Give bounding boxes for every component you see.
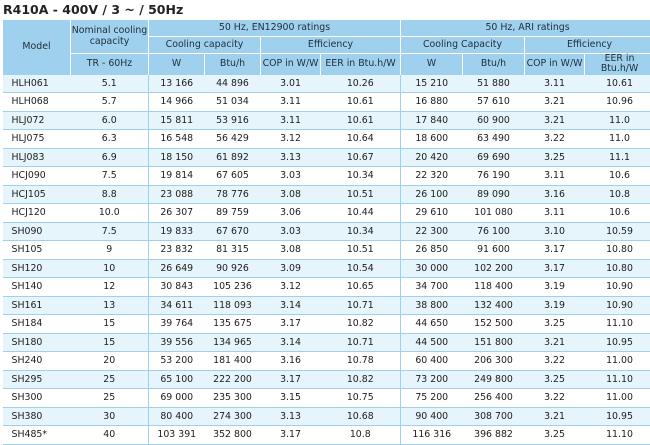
cell-w-en: 16 548 [149, 130, 205, 149]
cell-model: SH380 [3, 407, 71, 426]
cell-btu-ari: 396 882 [463, 426, 525, 445]
header-eer-en: EER in Btu.h/W [321, 54, 401, 75]
cell-model: SH161 [3, 296, 71, 315]
table-row [3, 167, 650, 186]
cell-w-en: 26 307 [149, 204, 205, 223]
cell-w-ari: 15 210 [401, 75, 463, 93]
table-row [3, 407, 650, 426]
cell-w-en: 65 100 [149, 370, 205, 389]
cell-btu-en: 78 776 [205, 185, 261, 204]
header-nominal-capacity: Nominal cooling capacity [71, 20, 149, 54]
cell-w-en: 39 556 [149, 333, 205, 352]
cell-w-ari: 20 420 [401, 148, 463, 167]
cell-btu-en: 352 800 [205, 426, 261, 445]
table-row [3, 185, 650, 204]
cell-w-ari: 16 880 [401, 93, 463, 112]
cell-btu-ari: 101 080 [463, 204, 525, 223]
cell-eer-ari: 10.90 [585, 278, 650, 297]
cell-w-ari: 60 400 [401, 352, 463, 371]
page-title: R410A - 400V / 3 ~ / 50Hz [3, 0, 183, 19]
cell-eer-ari: 10.8 [585, 185, 650, 204]
header-btu-ari: Btu/h [463, 54, 525, 75]
cell-btu-ari: 308 700 [463, 407, 525, 426]
cell-eer-ari: 11.10 [585, 370, 650, 389]
cell-w-ari: 73 200 [401, 370, 463, 389]
cell-cop-ari: 3.25 [525, 148, 585, 167]
cell-eer-en: 10.26 [321, 75, 401, 93]
table-row [3, 278, 650, 297]
cell-eer-en: 10.82 [321, 315, 401, 334]
cell-btu-ari: 151 800 [463, 333, 525, 352]
header-group-en12900: 50 Hz, EN12900 ratings [149, 20, 401, 37]
cell-eer-ari: 11.1 [585, 148, 650, 167]
cell-eer-en: 10.78 [321, 352, 401, 371]
cell-model: SH300 [3, 389, 71, 408]
cell-btu-ari: 76 190 [463, 167, 525, 186]
cell-nominal-tr: 10.0 [71, 204, 149, 223]
cell-cop-ari: 3.21 [525, 407, 585, 426]
cell-btu-en: 89 759 [205, 204, 261, 223]
cell-model: HLH061 [3, 75, 71, 93]
cell-model: SH140 [3, 278, 71, 297]
cell-w-en: 14 966 [149, 93, 205, 112]
cell-w-en: 19 814 [149, 167, 205, 186]
cell-cop-ari: 3.22 [525, 130, 585, 149]
cell-nominal-tr: 6.9 [71, 148, 149, 167]
cell-cop-ari: 3.21 [525, 111, 585, 130]
cell-w-ari: 22 300 [401, 222, 463, 241]
cell-cop-ari: 3.17 [525, 259, 585, 278]
cell-cop-ari: 3.11 [525, 204, 585, 223]
cell-nominal-tr: 12 [71, 278, 149, 297]
table-row [3, 148, 650, 167]
cell-eer-ari: 11.10 [585, 315, 650, 334]
cell-btu-ari: 102 200 [463, 259, 525, 278]
cell-w-en: 80 400 [149, 407, 205, 426]
cell-eer-ari: 10.61 [585, 75, 650, 93]
cell-eer-en: 10.71 [321, 296, 401, 315]
header-tr: TR - 60Hz [71, 54, 149, 75]
cell-nominal-tr: 15 [71, 315, 149, 334]
cell-cop-en: 3.14 [261, 296, 321, 315]
header-cooling-capacity-en: Cooling capacity [149, 37, 261, 54]
cell-btu-en: 67 605 [205, 167, 261, 186]
cell-nominal-tr: 20 [71, 352, 149, 371]
cell-btu-ari: 60 900 [463, 111, 525, 130]
cell-w-en: 13 166 [149, 75, 205, 93]
cell-btu-ari: 256 400 [463, 389, 525, 408]
cell-model: SH184 [3, 315, 71, 334]
cell-w-en: 69 000 [149, 389, 205, 408]
cell-nominal-tr: 5.1 [71, 75, 149, 93]
cell-model: HCJ105 [3, 185, 71, 204]
cell-nominal-tr: 13 [71, 296, 149, 315]
cell-w-en: 30 843 [149, 278, 205, 297]
table-row [3, 426, 650, 445]
cell-cop-en: 3.17 [261, 426, 321, 445]
cell-cop-ari: 3.16 [525, 185, 585, 204]
cell-btu-en: 235 300 [205, 389, 261, 408]
table-row [3, 315, 650, 334]
cell-nominal-tr: 40 [71, 426, 149, 445]
cell-cop-en: 3.13 [261, 407, 321, 426]
cell-w-ari: 34 700 [401, 278, 463, 297]
cell-btu-ari: 118 400 [463, 278, 525, 297]
cell-w-ari: 29 610 [401, 204, 463, 223]
cell-w-en: 26 649 [149, 259, 205, 278]
cell-eer-en: 10.64 [321, 130, 401, 149]
cell-cop-en: 3.12 [261, 130, 321, 149]
cell-cop-en: 3.16 [261, 352, 321, 371]
cell-btu-en: 81 315 [205, 241, 261, 260]
cell-model: HLJ072 [3, 111, 71, 130]
cell-w-ari: 44 650 [401, 315, 463, 334]
cell-cop-en: 3.14 [261, 333, 321, 352]
cell-btu-ari: 69 690 [463, 148, 525, 167]
cell-btu-en: 181 400 [205, 352, 261, 371]
cell-cop-ari: 3.22 [525, 389, 585, 408]
cell-cop-ari: 3.19 [525, 296, 585, 315]
cell-w-en: 53 200 [149, 352, 205, 371]
cell-cop-en: 3.11 [261, 93, 321, 112]
cell-btu-en: 44 896 [205, 75, 261, 93]
cell-cop-ari: 3.21 [525, 93, 585, 112]
cell-model: SH090 [3, 222, 71, 241]
cell-btu-ari: 89 090 [463, 185, 525, 204]
cell-cop-ari: 3.25 [525, 370, 585, 389]
cell-eer-en: 10.68 [321, 407, 401, 426]
ratings-table [2, 19, 650, 445]
cell-w-en: 34 611 [149, 296, 205, 315]
cell-model: SH105 [3, 241, 71, 260]
cell-btu-ari: 57 610 [463, 93, 525, 112]
table-row [3, 259, 650, 278]
header-eer-ari: EER in Btu.h/W [585, 54, 650, 75]
cell-nominal-tr: 25 [71, 389, 149, 408]
cell-nominal-tr: 25 [71, 370, 149, 389]
table-row [3, 333, 650, 352]
cell-model: HCJ090 [3, 167, 71, 186]
table-row [3, 389, 650, 408]
cell-btu-en: 118 093 [205, 296, 261, 315]
cell-w-ari: 26 850 [401, 241, 463, 260]
cell-eer-en: 10.65 [321, 278, 401, 297]
cell-cop-en: 3.08 [261, 241, 321, 260]
cell-btu-ari: 132 400 [463, 296, 525, 315]
cell-cop-en: 3.09 [261, 259, 321, 278]
cell-btu-ari: 91 600 [463, 241, 525, 260]
cell-w-en: 39 764 [149, 315, 205, 334]
cell-cop-ari: 3.19 [525, 278, 585, 297]
cell-cop-en: 3.17 [261, 370, 321, 389]
table-row [3, 296, 650, 315]
cell-w-ari: 90 400 [401, 407, 463, 426]
cell-model: SH120 [3, 259, 71, 278]
cell-nominal-tr: 5.7 [71, 93, 149, 112]
cell-cop-ari: 3.25 [525, 315, 585, 334]
cell-cop-en: 3.03 [261, 167, 321, 186]
cell-nominal-tr: 6.0 [71, 111, 149, 130]
cell-eer-ari: 11.0 [585, 111, 650, 130]
header-w-ari: W [401, 54, 463, 75]
table-row [3, 352, 650, 371]
cell-cop-ari: 3.17 [525, 241, 585, 260]
cell-eer-en: 10.82 [321, 370, 401, 389]
cell-w-en: 103 391 [149, 426, 205, 445]
cell-eer-ari: 10.96 [585, 93, 650, 112]
cell-btu-en: 274 300 [205, 407, 261, 426]
cell-eer-ari: 10.95 [585, 407, 650, 426]
cell-nominal-tr: 8.8 [71, 185, 149, 204]
cell-w-ari: 116 316 [401, 426, 463, 445]
cell-btu-ari: 63 490 [463, 130, 525, 149]
table-row [3, 130, 650, 149]
cell-cop-en: 3.08 [261, 185, 321, 204]
header-btu-en: Btu/h [205, 54, 261, 75]
cell-btu-en: 135 675 [205, 315, 261, 334]
cell-cop-en: 3.12 [261, 278, 321, 297]
cell-btu-en: 56 429 [205, 130, 261, 149]
cell-btu-ari: 249 800 [463, 370, 525, 389]
cell-w-ari: 30 000 [401, 259, 463, 278]
cell-nominal-tr: 7.5 [71, 222, 149, 241]
header-model: Model [3, 20, 71, 75]
cell-eer-ari: 11.00 [585, 352, 650, 371]
cell-w-ari: 17 840 [401, 111, 463, 130]
cell-model: SH240 [3, 352, 71, 371]
header-w-en: W [149, 54, 205, 75]
header-cop-ari: COP in W/W [525, 54, 585, 75]
cell-w-ari: 38 800 [401, 296, 463, 315]
cell-nominal-tr: 30 [71, 407, 149, 426]
cell-eer-en: 10.8 [321, 426, 401, 445]
cell-eer-ari: 10.95 [585, 333, 650, 352]
cell-w-en: 23 832 [149, 241, 205, 260]
cell-w-en: 18 150 [149, 148, 205, 167]
header-cooling-capacity-ari: Cooling Capacity [401, 37, 525, 54]
header-efficiency-ari: Efficiency [525, 37, 650, 54]
cell-eer-ari: 10.80 [585, 241, 650, 260]
cell-cop-en: 3.17 [261, 315, 321, 334]
cell-btu-ari: 51 880 [463, 75, 525, 93]
cell-cop-en: 3.01 [261, 75, 321, 93]
header-cop-en: COP in W/W [261, 54, 321, 75]
cell-cop-ari: 3.21 [525, 333, 585, 352]
cell-nominal-tr: 10 [71, 259, 149, 278]
cell-w-en: 19 833 [149, 222, 205, 241]
cell-model: HCJ120 [3, 204, 71, 223]
cell-eer-ari: 10.80 [585, 259, 650, 278]
cell-btu-ari: 152 500 [463, 315, 525, 334]
cell-cop-en: 3.11 [261, 111, 321, 130]
cell-eer-en: 10.67 [321, 148, 401, 167]
cell-btu-en: 53 916 [205, 111, 261, 130]
cell-w-en: 15 811 [149, 111, 205, 130]
header-efficiency-en: Efficiency [261, 37, 401, 54]
cell-eer-en: 10.44 [321, 204, 401, 223]
cell-eer-en: 10.61 [321, 111, 401, 130]
header-group-ari: 50 Hz, ARI ratings [401, 20, 650, 37]
cell-btu-ari: 76 100 [463, 222, 525, 241]
cell-eer-ari: 10.6 [585, 167, 650, 186]
cell-nominal-tr: 9 [71, 241, 149, 260]
cell-eer-ari: 11.00 [585, 389, 650, 408]
cell-cop-ari: 3.25 [525, 426, 585, 445]
table-row [3, 370, 650, 389]
cell-eer-en: 10.51 [321, 185, 401, 204]
cell-cop-ari: 3.22 [525, 352, 585, 371]
cell-cop-ari: 3.11 [525, 75, 585, 93]
table-row [3, 111, 650, 130]
cell-cop-ari: 3.10 [525, 222, 585, 241]
cell-model: SH180 [3, 333, 71, 352]
cell-w-ari: 18 600 [401, 130, 463, 149]
cell-cop-en: 3.06 [261, 204, 321, 223]
cell-model: HLH068 [3, 93, 71, 112]
cell-eer-en: 10.34 [321, 222, 401, 241]
cell-btu-en: 61 892 [205, 148, 261, 167]
cell-eer-en: 10.51 [321, 241, 401, 260]
cell-eer-ari: 10.6 [585, 204, 650, 223]
cell-eer-en: 10.71 [321, 333, 401, 352]
cell-nominal-tr: 7.5 [71, 167, 149, 186]
cell-btu-en: 105 236 [205, 278, 261, 297]
cell-model: SH485* [3, 426, 71, 445]
cell-btu-en: 90 926 [205, 259, 261, 278]
cell-model: HLJ075 [3, 130, 71, 149]
cell-btu-en: 67 670 [205, 222, 261, 241]
cell-cop-en: 3.13 [261, 148, 321, 167]
cell-eer-en: 10.54 [321, 259, 401, 278]
cell-model: HLJ083 [3, 148, 71, 167]
cell-eer-ari: 11.10 [585, 426, 650, 445]
table-row [3, 75, 650, 93]
cell-btu-en: 51 034 [205, 93, 261, 112]
cell-nominal-tr: 15 [71, 333, 149, 352]
cell-w-en: 23 088 [149, 185, 205, 204]
cell-btu-en: 134 965 [205, 333, 261, 352]
cell-model: SH295 [3, 370, 71, 389]
table-row [3, 204, 650, 223]
cell-w-ari: 75 200 [401, 389, 463, 408]
cell-w-ari: 22 320 [401, 167, 463, 186]
table-row [3, 93, 650, 112]
cell-w-ari: 26 100 [401, 185, 463, 204]
cell-eer-en: 10.61 [321, 93, 401, 112]
cell-cop-en: 3.03 [261, 222, 321, 241]
cell-cop-ari: 3.11 [525, 167, 585, 186]
cell-btu-ari: 206 300 [463, 352, 525, 371]
cell-cop-en: 3.15 [261, 389, 321, 408]
cell-eer-ari: 11.0 [585, 130, 650, 149]
cell-eer-ari: 10.90 [585, 296, 650, 315]
table-row [3, 222, 650, 241]
cell-eer-en: 10.34 [321, 167, 401, 186]
cell-w-ari: 44 500 [401, 333, 463, 352]
cell-btu-en: 222 200 [205, 370, 261, 389]
cell-eer-ari: 10.59 [585, 222, 650, 241]
table-body [3, 75, 650, 445]
table-header [3, 20, 650, 75]
table-row [3, 241, 650, 260]
cell-eer-en: 10.75 [321, 389, 401, 408]
cell-nominal-tr: 6.3 [71, 130, 149, 149]
